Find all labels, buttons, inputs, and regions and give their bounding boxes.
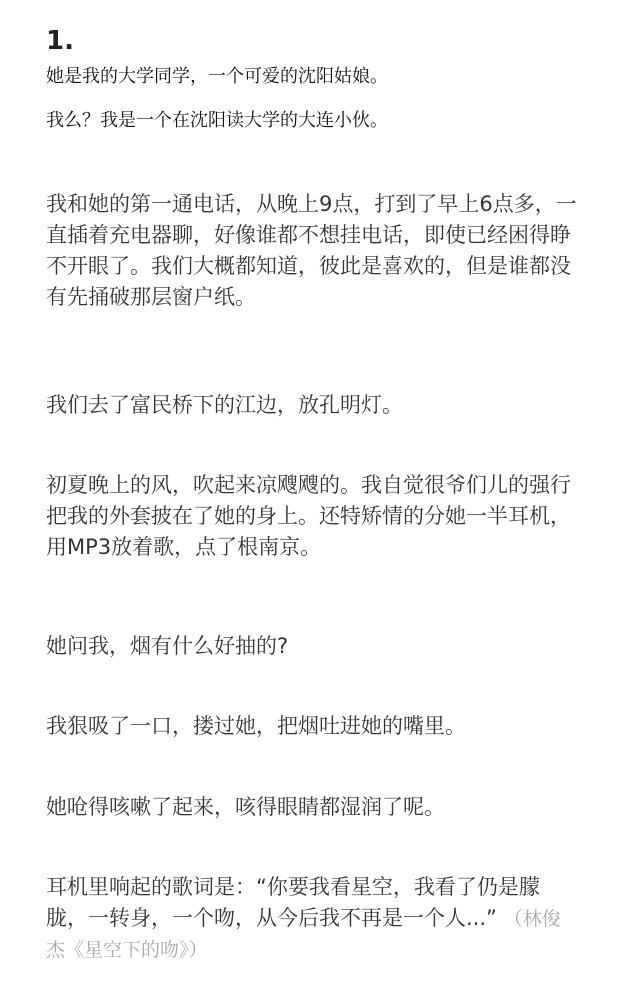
paragraph-line: 我狠吸了一口，搂过她，把烟吐进她的嘴里。	[46, 714, 466, 738]
section-number: 1.	[46, 26, 74, 56]
paragraph-lyrics	[46, 872, 606, 966]
paragraph-summer-night	[46, 470, 606, 563]
song-attribution: （林俊	[503, 908, 561, 930]
paragraph-line: 她问我，烟有什么好抽的?	[46, 634, 289, 658]
paragraph-line: 把我的外套披在了她的身上。还特矫情的分她一半耳机，	[46, 504, 571, 528]
paragraph-sky-lantern	[46, 390, 606, 421]
intro-line-1: 她是我的大学同学，一个可爱的沈阳姑娘。	[46, 66, 388, 87]
paragraph-line: 有先捅破那层窗户纸。	[46, 285, 256, 309]
paragraph-line: 耳机里响起的歌词是：“你要我看星空，我看了仍是朦	[46, 875, 540, 899]
paragraph-line: 初夏晚上的风，吹起来凉飕飕的。我自觉很爷们儿的强行	[46, 473, 571, 497]
lyric-text: 胧，一转身，一个吻，从今后我不再是一个人...”	[46, 906, 504, 930]
paragraph-smoke	[46, 711, 606, 742]
paragraph-line	[46, 903, 606, 935]
song-attribution: 杰《星空下的吻》）	[46, 939, 208, 961]
paragraph-question	[46, 631, 606, 662]
paragraph-line: 我们去了富民桥下的江边，放孔明灯。	[46, 393, 403, 417]
intro-line-2: 我么？我是一个在沈阳读大学的大连小伙。	[46, 110, 388, 131]
paragraph-line: 用MP3放着歌，点了根南京。	[46, 535, 322, 559]
paragraph-line: 她呛得咳嗽了起来，咳得眼睛都湿润了呢。	[46, 795, 445, 819]
paragraph-line: 不开眼了。我们大概都知道，彼此是喜欢的，但是谁都没	[46, 254, 571, 278]
paragraph-first-call	[46, 189, 606, 313]
paragraph-line: 直插着充电器聊，好像谁都不想挂电话，即使已经困得睁	[46, 223, 571, 247]
paragraph-cough	[46, 792, 606, 823]
paragraph-line: 我和她的第一通电话，从晚上9点，打到了早上6点多，一	[46, 192, 577, 216]
